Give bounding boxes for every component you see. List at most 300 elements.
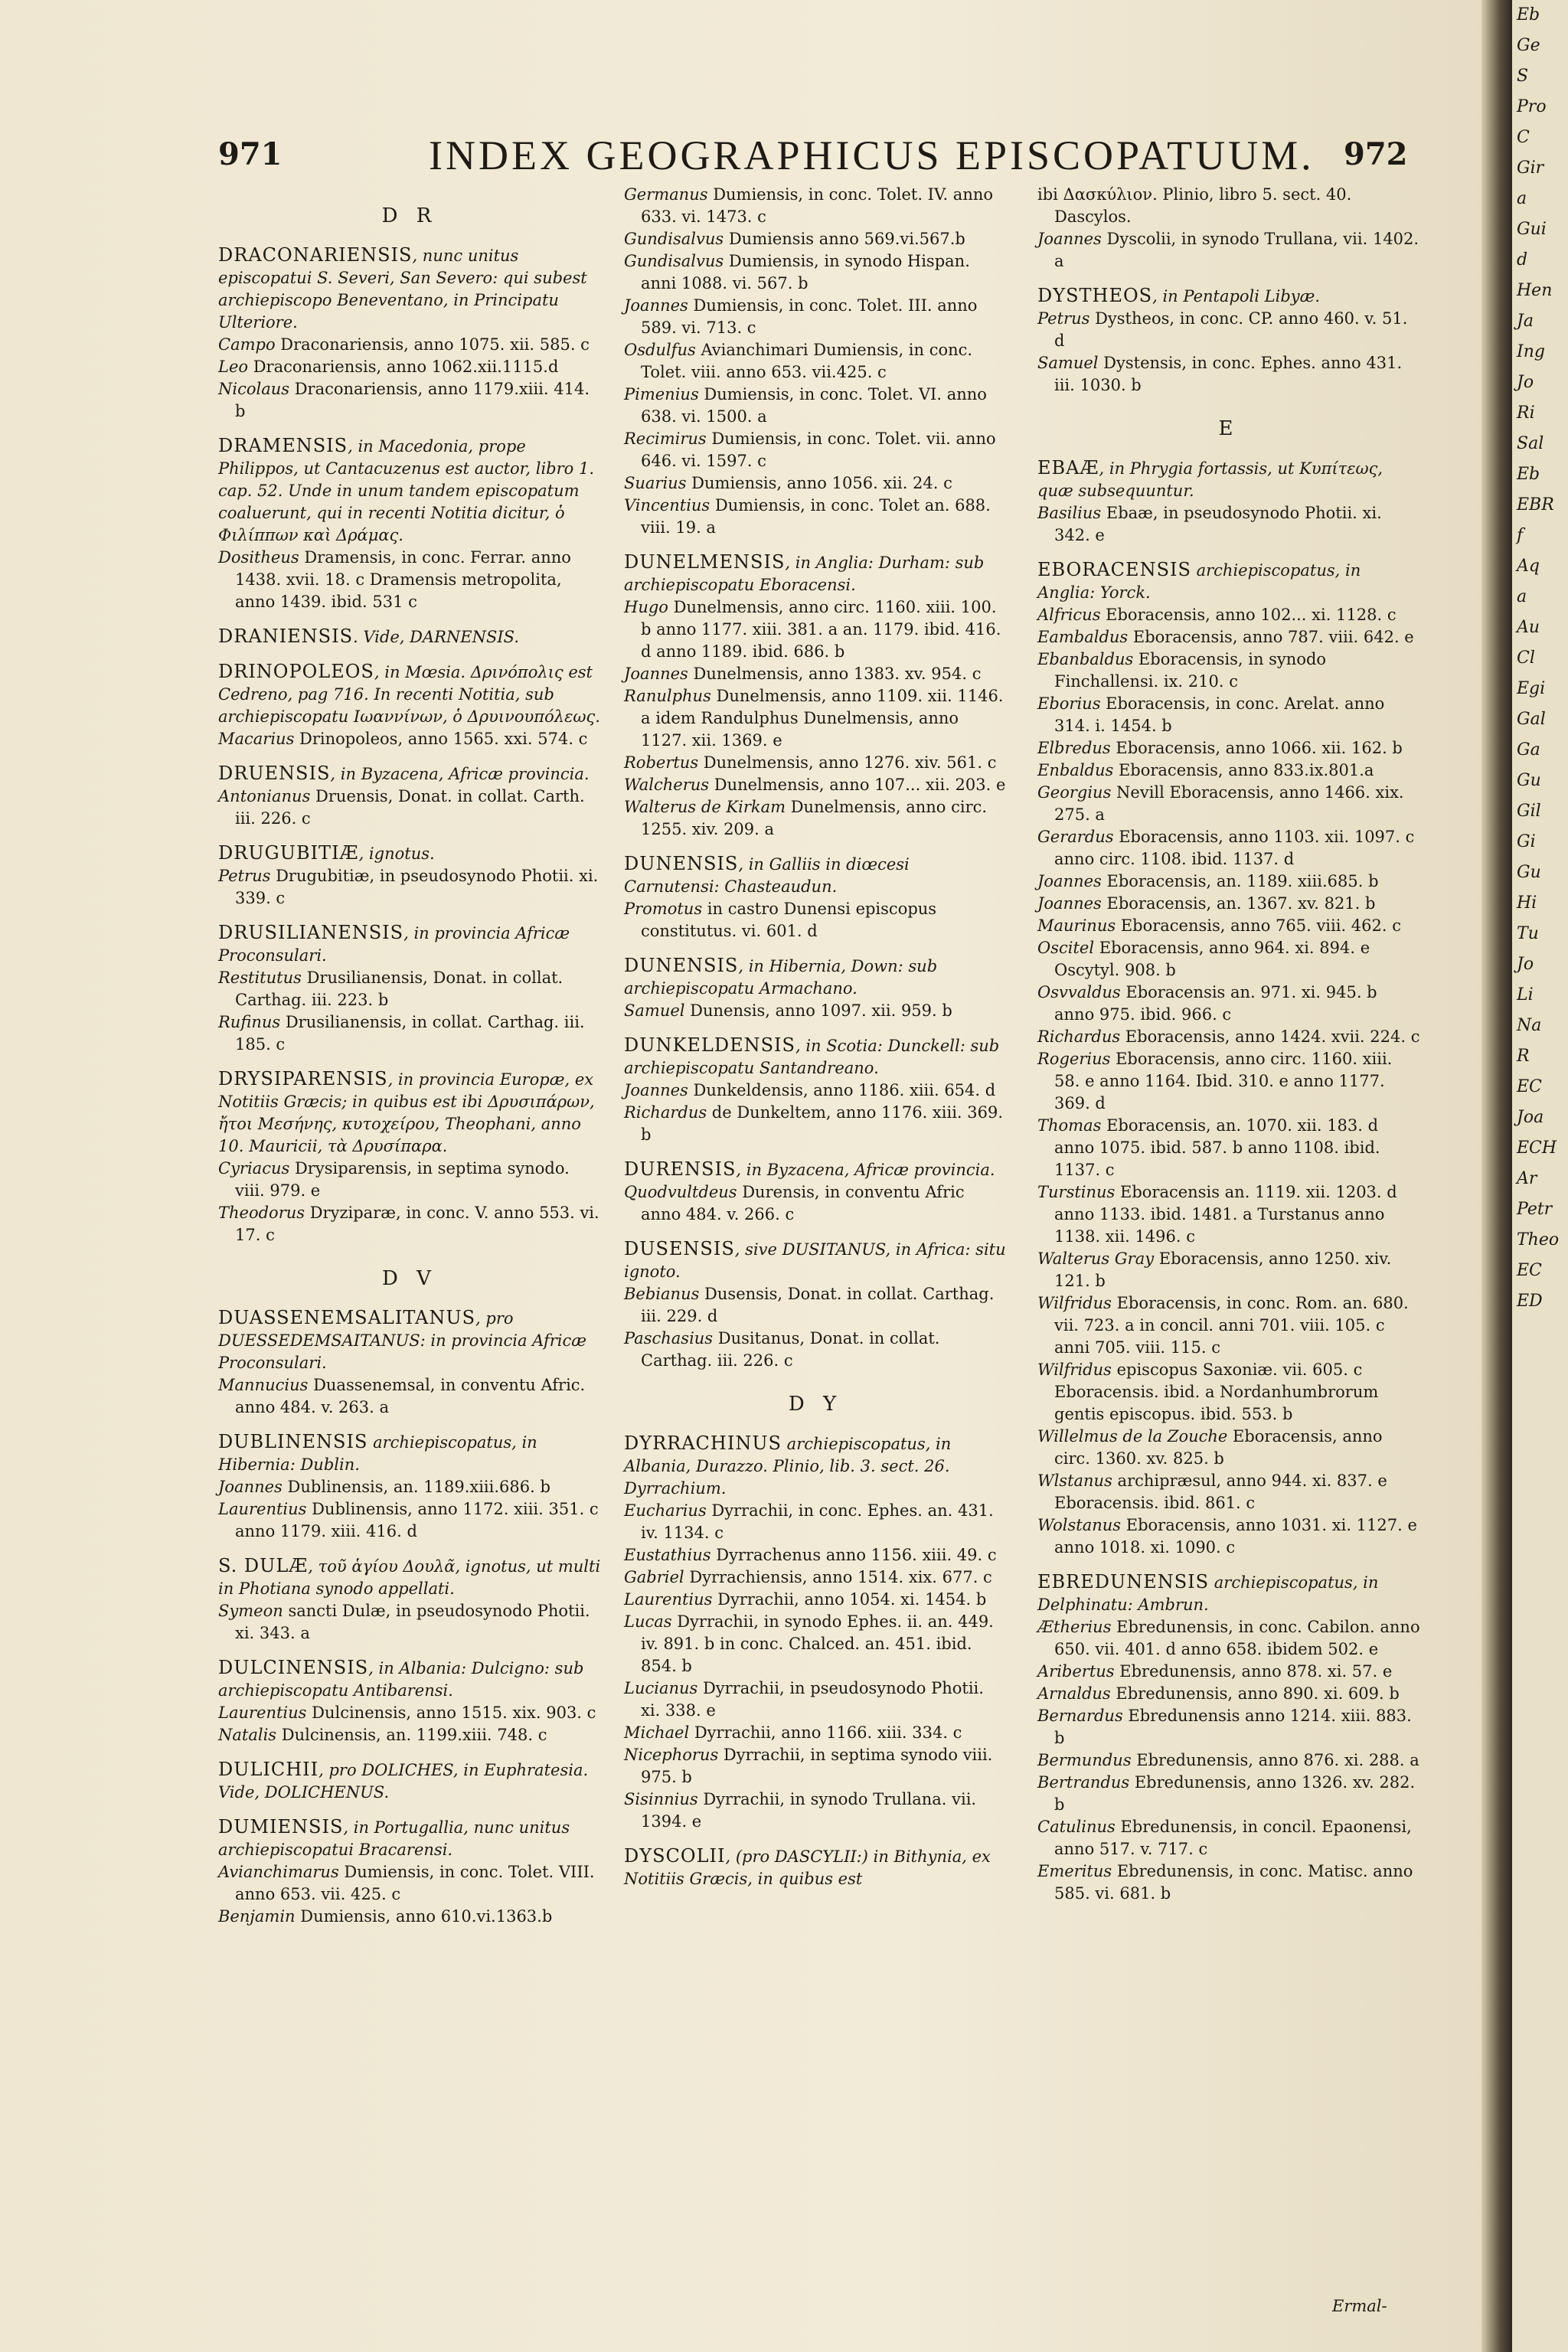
headword: DULICHII: [218, 1759, 319, 1780]
headword-note: , in Portugallia, nunc unitus archiepiscopatui Bracarensi.: [218, 1818, 570, 1859]
bishop-reference: Dyscolii, in synodo Trullana, vii. 1402. a: [1054, 230, 1419, 270]
next-page-fragment: Sal: [1517, 434, 1544, 453]
entry-heading: [1037, 457, 1420, 502]
next-page-fragment: Ge: [1517, 36, 1540, 55]
bishop-line: [218, 1861, 601, 1906]
bishop-line: [218, 378, 601, 423]
bishop-name: Rogerius: [1037, 1050, 1111, 1068]
bishop-line: [624, 1566, 1007, 1589]
next-page-fragment: Joa: [1517, 1108, 1544, 1127]
bishop-name: Wilfridus: [1037, 1361, 1112, 1379]
headword-note: , pro DOLICHES, in Euphratesia. Vide, DOLICHENUS.: [218, 1761, 589, 1802]
bishop-line: [624, 1283, 1007, 1328]
index-column-1: [218, 184, 601, 1940]
headword: DUNENSIS: [624, 955, 739, 976]
page-title: INDEX GEOGRAPHICUS EPISCOPATUUM.: [429, 132, 1315, 178]
bishop-line: [1037, 1181, 1420, 1248]
index-column-3: [1037, 184, 1420, 1917]
headword-note: , sive DUSITANUS, in Africa: situ ignoto.: [624, 1240, 1006, 1281]
entry-heading: [218, 842, 601, 865]
headword-note: , in Byzacena, Africæ provincia.: [330, 765, 590, 783]
headword-note: , nunc unitus episcopatui S. Severi, San Severo: qui subest archiepiscopo Beneventano, in Principatu Ulteriore.: [218, 247, 587, 332]
bishop-reference: Dyrrachiensis, anno 1514. xix. 677. c: [684, 1568, 992, 1586]
headword: DRUENSIS: [218, 763, 331, 784]
headword-note: , in provincia Europæ, ex Notitiis Græcis; in quibus est ibi Δρυσιπάρων, ἤτοι Μεσήνης, κυτοχείρου, Theophani, anno 10. Mauricii, τὰ Δρυσίπαρα.: [218, 1070, 595, 1155]
bishop-name: Leo: [218, 358, 249, 376]
index-entry: [1037, 457, 1420, 547]
page-number-left: 971: [218, 136, 283, 172]
entry-heading: [218, 1307, 601, 1374]
headword-note: , in Hibernia, Down: sub archiepiscopatu Armachano.: [624, 957, 938, 998]
bishop-name: Richardus: [624, 1103, 707, 1122]
next-page-fragment: d: [1517, 250, 1528, 270]
headword-note: , (pro DASCYLII:) in Bithynia, ex Notitiis Græcis, in quibus est: [624, 1847, 991, 1888]
headword: DRANIENSIS: [218, 626, 354, 647]
bishop-reference: Dunelmensis, anno 1109. xii. 1146. a idem Randulphus Dunelmensis, anno 1127. xii. 1369. e: [641, 687, 1004, 750]
entry-heading: [624, 1158, 1007, 1181]
bishop-name: Petrus: [1037, 309, 1090, 328]
bishop-line: [624, 295, 1007, 339]
bishop-name: Symeon: [218, 1602, 283, 1620]
bishop-line: [624, 1328, 1007, 1372]
bishop-line: [624, 1677, 1007, 1722]
bishop-reference: Eboracensis, anno 1066. xii. 162. b: [1110, 739, 1403, 757]
bishop-reference: Druensis, Donat. in collat. Carth. iii. 226. c: [235, 787, 585, 828]
bishop-reference: archipræsul, anno 944. xi. 837. e Eboracensis. ibid. 861. c: [1054, 1472, 1387, 1512]
index-entry: [218, 1759, 601, 1804]
next-page-fragment: S: [1517, 67, 1529, 86]
bishop-name: Walterus de Kirkam: [624, 798, 786, 816]
bishop-line: [218, 1724, 601, 1746]
next-page-fragment: f: [1517, 526, 1524, 545]
index-entry: [218, 842, 601, 910]
section-heading: D Y: [788, 1393, 843, 1416]
bishop-line: [1037, 1860, 1420, 1905]
bishop-reference: Dulcinensis, anno 1515. xix. 903. c: [306, 1704, 596, 1722]
bishop-name: Bertrandus: [1037, 1773, 1130, 1792]
bishop-name: Laurentius: [218, 1704, 307, 1722]
bishop-line: [218, 865, 601, 910]
bishop-reference: Dunkeldensis, anno 1186. xiii. 654. d: [688, 1081, 996, 1099]
bishop-name: Suarius: [624, 474, 687, 492]
bishop-reference: Dumiensis, in synodo Hispan. anni 1088. vi. 567. b: [641, 252, 970, 292]
index-entry: [624, 1238, 1007, 1372]
bishop-name: Theodorus: [218, 1204, 305, 1222]
bishop-name: Gerardus: [1037, 828, 1114, 846]
index-entry: [624, 1432, 1007, 1833]
bishop-name: Eborius: [1037, 694, 1101, 713]
bishop-name: Vincentius: [624, 496, 710, 514]
bishop-line: [1037, 1115, 1420, 1181]
bishop-reference: Drysiparensis, in septima synodo. viii. 979. e: [235, 1159, 570, 1200]
index-entry: [1037, 184, 1420, 273]
headword-note: archiepiscopatus, in Hibernia: Dublin.: [218, 1433, 537, 1474]
bishop-reference: Dystheos, in conc. CP. anno 460. v. 51. d: [1054, 309, 1408, 350]
section-heading: E: [1218, 417, 1240, 440]
entry-heading: [1037, 285, 1420, 308]
index-entry: [218, 1657, 601, 1746]
bishop-line: [218, 1202, 601, 1246]
headword-note: archiepiscopatus, in Albania, Durazzo. Plinio, lib. 3. sect. 26. Dyrrachium.: [624, 1435, 952, 1498]
bishop-reference: Eboracensis, anno 1424. xvii. 224. c: [1120, 1027, 1420, 1046]
index-entry: [218, 922, 601, 1056]
bishop-line: [624, 1788, 1007, 1833]
bishop-line: [218, 728, 601, 750]
headword-note: . Vide, DARNENSIS.: [353, 628, 519, 646]
headword: EBREDUNENSIS: [1037, 1571, 1210, 1592]
entry-heading: [624, 1238, 1007, 1283]
bishop-name: Antonianus: [218, 787, 311, 805]
bishop-reference: Dramensis, in conc. Ferrar. anno 1438. xvii. 18. c Dramensis metropolita, anno 1439. ibid. 531 c: [235, 548, 571, 611]
next-page-fragment: Gal: [1517, 710, 1546, 729]
bishop-name: Natalis: [218, 1726, 277, 1744]
headword: DUSENSIS: [624, 1238, 735, 1259]
bishop-reference: Eboracensis an. 971. xi. 945. b anno 975. ibid. 966. c: [1054, 983, 1377, 1024]
bishop-name: Ætherius: [1037, 1618, 1112, 1636]
bishop-line: [624, 228, 1007, 250]
bishop-line: [624, 1080, 1007, 1102]
bishop-line: [1037, 737, 1420, 760]
bishop-line: [624, 752, 1007, 774]
next-page-fragment: Tu: [1517, 924, 1539, 943]
bishop-reference: Drugubitiæ, in pseudosynodo Photii. xi. 339. c: [235, 867, 599, 907]
bishop-line: [218, 1498, 601, 1543]
page-number-right: 972: [1344, 136, 1408, 172]
next-page-fragment: EC: [1517, 1077, 1542, 1096]
bishop-reference: Eboracensis, anno 833.ix.801.a: [1113, 761, 1374, 779]
bishop-line: [1037, 826, 1420, 871]
next-page-fragment: Petr: [1517, 1200, 1553, 1219]
bishop-name: Gundisalvus: [624, 230, 724, 248]
bishop-name: Wilfridus: [1037, 1294, 1112, 1312]
bishop-reference: Drusilianensis, Donat. in collat. Carthag. iii. 223. b: [235, 969, 564, 1009]
bishop-reference: Dumiensis anno 569.vi.567.b: [724, 230, 965, 248]
index-entry: [624, 184, 1007, 539]
bishop-name: Aribertus: [1037, 1662, 1115, 1681]
bishop-line: [218, 1158, 601, 1202]
index-entry: [624, 1845, 1007, 1890]
bishop-reference: Ebredunensis, anno 876. xi. 288. a: [1131, 1751, 1419, 1769]
entry-heading: [218, 763, 601, 786]
bishop-line: [1037, 693, 1420, 737]
bishop-line: [1037, 1705, 1420, 1749]
index-entry: [624, 1034, 1007, 1146]
next-page-edge: [1512, 0, 1568, 2352]
bishop-reference: Dunelmensis, anno 1383. xv. 954. c: [688, 665, 982, 683]
bishop-name: Lucas: [624, 1612, 672, 1631]
bishop-reference: Eboracensis, in conc. Rom. an. 680. vii. 723. a in concil. anni 701. viii. 105. c anni 705. viii. 115. c: [1054, 1294, 1409, 1357]
bishop-line: [1037, 937, 1420, 982]
bishop-name: Joannes: [1037, 894, 1102, 913]
next-page-fragment: Ar: [1517, 1169, 1537, 1188]
bishop-name: Georgius: [1037, 783, 1112, 802]
bishop-reference: Eboracensis, anno circ. 1160. xiii. 58. e anno 1164. Ibid. 310. e anno 1177. 369. d: [1054, 1050, 1393, 1112]
bishop-reference: Dumiensis, anno 1056. xii. 24. c: [686, 474, 952, 492]
bishop-line: [624, 184, 1007, 228]
bishop-line: [218, 1374, 601, 1419]
bishop-reference: Dumiensis, anno 610.vi.1363.b: [295, 1907, 553, 1926]
index-entry: [1037, 559, 1420, 1559]
bishop-reference: Ebredunensis, in conc. Matisc. anno 585. vi. 681. b: [1054, 1862, 1413, 1903]
bishop-name: Willelmus de la Zouche: [1037, 1427, 1228, 1446]
bishop-line: [624, 1611, 1007, 1677]
headword-note: , τοῦ ἁγίου Δουλᾶ, ignotus, ut multi in Photiana synodo appellati.: [218, 1557, 601, 1598]
bishop-line: [1037, 1292, 1420, 1359]
bishop-line: [624, 1744, 1007, 1788]
bishop-line: [624, 339, 1007, 384]
headword: DUBLINENSIS: [218, 1431, 368, 1452]
next-page-fragment: ECH: [1517, 1138, 1557, 1158]
headword-note: , in Pentapoli Libyæ.: [1152, 287, 1321, 305]
bishop-reference: Ebredunensis anno 1214. xiii. 883. b: [1054, 1707, 1412, 1747]
bishop-reference: Ebredunensis, anno 878. xi. 57. e: [1114, 1662, 1393, 1681]
next-page-fragment: Gui: [1517, 220, 1547, 239]
next-page-fragment: Hen: [1517, 281, 1553, 300]
bishop-line: [218, 786, 601, 830]
bishop-line: [1037, 1616, 1420, 1661]
bishop-name: Nicolaus: [218, 380, 290, 398]
entry-heading: [218, 922, 601, 967]
bishop-line: [1037, 228, 1420, 273]
bishop-name: Rufinus: [218, 1013, 281, 1031]
bishop-line: [1037, 308, 1420, 352]
bishop-name: Hugo: [624, 598, 668, 616]
bishop-name: Benjamin: [218, 1907, 296, 1926]
bishop-reference: Dyrrachii, anno 1054. xi. 1454. b: [712, 1590, 987, 1609]
headword-note: , in Scotia: Dunckell: sub archiepiscopatu Santandreano.: [624, 1037, 1000, 1077]
headword-note: archiepiscopatus, in Anglia: Yorck.: [1037, 561, 1361, 602]
headword: DRUSILIANENSIS: [218, 922, 404, 943]
bishop-line: [1037, 648, 1420, 693]
bishop-line: [624, 1102, 1007, 1146]
bishop-reference: Dulcinensis, an. 1199.xiii. 748. c: [276, 1726, 547, 1744]
bishop-line: [624, 663, 1007, 685]
headword-note: archiepiscopatus, in Delphinatu: Ambrun.: [1037, 1573, 1379, 1614]
bishop-reference: Ebaæ, in pseudosynodo Photii. xi. 342. e: [1054, 504, 1382, 544]
headword-note: , in Anglia: Durham: sub archiepiscopatu Eboracensi.: [624, 554, 985, 594]
entry-heading: [624, 853, 1007, 898]
index-entry: [218, 435, 601, 613]
bishop-line: [624, 685, 1007, 752]
bishop-name: Eustathius: [624, 1546, 711, 1564]
headword-note: , in Byzacena, Africæ provincia.: [736, 1161, 995, 1179]
bishop-name: Robertus: [624, 753, 699, 772]
bishop-name: Walterus Gray: [1037, 1250, 1155, 1268]
bishop-name: Germanus: [624, 185, 708, 204]
bishop-name: Laurentius: [218, 1500, 307, 1518]
bishop-line: [1037, 604, 1420, 626]
bishop-line: [218, 547, 601, 613]
bishop-name: Gabriel: [624, 1568, 684, 1586]
bishop-line: [1037, 893, 1420, 915]
headword: DULCINENSIS: [218, 1657, 369, 1678]
bishop-name: Maurinus: [1037, 916, 1116, 935]
headword: DUNENSIS: [624, 853, 739, 874]
index-entry: [218, 1307, 601, 1419]
bishop-reference: Dunelmensis, anno circ. 1255. xiv. 209. a: [641, 798, 988, 838]
next-page-fragment: a: [1517, 587, 1527, 606]
bishop-name: Promotus: [624, 900, 703, 918]
bishop-name: Joannes: [624, 1081, 688, 1099]
next-page-fragment: Gu: [1517, 771, 1541, 790]
entry-heading: [218, 1431, 601, 1476]
next-page-fragment: R: [1517, 1047, 1530, 1066]
next-page-fragment: Gir: [1517, 158, 1544, 178]
bishop-name: Pimenius: [624, 385, 699, 403]
bishop-name: Emeritus: [1037, 1862, 1112, 1880]
bishop-line: [1037, 1661, 1420, 1683]
bishop-line: [1037, 1048, 1420, 1115]
bishop-reference: Dunelmensis, anno circ. 1160. xiii. 100. b anno 1177. xiii. 381. a an. 1179. ibid. 416. d anno 1189. ibid. 686. b: [641, 598, 1001, 661]
bishop-name: Walcherus: [624, 776, 710, 794]
bishop-line: [1037, 782, 1420, 826]
section-heading: D V: [382, 1267, 437, 1290]
next-page-fragment: Li: [1517, 985, 1534, 1004]
bishop-line: [218, 1906, 601, 1928]
entry-heading: [624, 955, 1007, 1000]
headword: DUMIENSIS: [218, 1816, 344, 1838]
bishop-name: Michael: [624, 1723, 690, 1742]
headword: DUNKELDENSIS: [624, 1034, 795, 1056]
index-entry: [1037, 285, 1420, 397]
bishop-line: [1037, 502, 1420, 547]
bishop-name: Petrus: [218, 867, 271, 885]
headword: DYRRACHINUS: [624, 1432, 782, 1454]
bishop-reference: Eboracensis, anno 1103. xii. 1097. c anno circ. 1108. ibid. 1137. d: [1054, 828, 1415, 868]
next-page-fragment: Eb: [1517, 465, 1540, 484]
headword: DRUGUBITIÆ: [218, 842, 359, 864]
bishop-reference: Drinopoleos, anno 1565. xxi. 574. c: [294, 730, 588, 748]
bishop-name: Bernardus: [1037, 1707, 1123, 1725]
next-page-fragment: Cl: [1517, 648, 1535, 668]
bishop-name: Enbaldus: [1037, 761, 1114, 779]
headword-note: , in Phrygia fortassis, ut Κυπίτεως, quæ subsequuntur.: [1037, 459, 1383, 500]
bishop-reference: Dyrrachii, in septima synodo viii. 975. b: [641, 1746, 993, 1786]
next-page-fragment: Theo: [1517, 1230, 1560, 1250]
index-entry: [218, 1816, 601, 1928]
bishop-name: Avianchimarus: [218, 1863, 339, 1881]
next-page-fragment: Aq: [1517, 557, 1540, 576]
headword-note: , ignotus.: [358, 844, 435, 863]
bishop-reference: Ebredunensis, in conc. Cabilon. anno 650. vii. 401. d anno 658. ibidem 502. e: [1054, 1618, 1420, 1658]
headword: DRACONARIENSIS: [218, 244, 413, 266]
entry-heading: [218, 1068, 601, 1158]
entry-heading: [624, 1034, 1007, 1080]
headword: S. DULÆ: [218, 1555, 309, 1576]
bishop-reference: Dublinensis, anno 1172. xiii. 351. c anno 1179. xiii. 416. d: [235, 1500, 599, 1540]
bishop-reference: Dumiensis, in conc. Tolet. VI. anno 638. vi. 1500. a: [641, 385, 987, 426]
bishop-line: [218, 1476, 601, 1498]
headword: DURENSIS: [624, 1158, 737, 1180]
bishop-line: [1037, 1514, 1420, 1559]
entry-heading: [218, 244, 601, 334]
bishop-name: Oscitel: [1037, 939, 1095, 957]
headword: DRYSIPARENSIS: [218, 1068, 388, 1089]
bishop-line: [1037, 1772, 1420, 1816]
bishop-reference: Eboracensis, anno 102... xi. 1128. c: [1100, 606, 1396, 624]
bishop-reference: Draconariensis, anno 1179.xiii. 414. b: [235, 380, 590, 420]
bishop-line: [218, 1011, 601, 1056]
bishop-line: [218, 334, 601, 356]
next-page-fragment: Gil: [1517, 802, 1541, 821]
bishop-reference: ibi Δασκύλιον. Plinio, libro 5. sect. 40. Dascylos.: [1037, 185, 1352, 226]
index-column-2: [624, 184, 1007, 1903]
bishop-name: Joannes: [624, 665, 688, 683]
headword: DRAMENSIS: [218, 435, 348, 456]
bishop-reference: Avianchimari Dumiensis, in conc. Tolet. viii. anno 653. vii.425. c: [641, 341, 973, 381]
book-gutter: [1481, 0, 1512, 2352]
next-page-fragment: EC: [1517, 1261, 1542, 1280]
bishop-line: [1037, 1248, 1420, 1292]
bishop-reference: Dusitanus, Donat. in collat. Carthag. iii. 226. c: [641, 1329, 940, 1370]
bishop-line: [1037, 1426, 1420, 1470]
headword: EBORACENSIS: [1037, 559, 1191, 580]
bishop-name: Mannucius: [218, 1376, 309, 1394]
bishop-reference: Eboracensis, anno 964. xi. 894. e Oscytyl. 908. b: [1054, 939, 1370, 979]
headword-note: , in Albania: Dulcigno: sub archiepiscopatu Antibarensi.: [218, 1659, 584, 1700]
bishop-name: Turstinus: [1037, 1183, 1116, 1201]
bishop-name: Lucianus: [624, 1679, 698, 1697]
bishop-line: [624, 1544, 1007, 1566]
headword: DYSCOLII: [624, 1845, 726, 1867]
bishop-line: [624, 384, 1007, 428]
next-page-fragment: Ri: [1517, 403, 1535, 423]
bishop-name: Eucharius: [624, 1501, 707, 1520]
entry-heading: [218, 1816, 601, 1861]
bishop-line: [624, 1500, 1007, 1544]
bishop-name: Alfricus: [1037, 606, 1101, 624]
bishop-line: [624, 1181, 1007, 1226]
bishop-reference: Draconariensis, anno 1075. xii. 585. c: [275, 335, 590, 354]
index-entry: [624, 955, 1007, 1022]
bishop-line: [624, 495, 1007, 539]
entry-heading: [624, 1845, 1007, 1890]
next-page-fragment: Au: [1517, 618, 1540, 637]
bishop-reference: Eboracensis, in synodo Finchallensi. ix. 210. c: [1054, 650, 1327, 691]
entry-heading: [218, 435, 601, 547]
bishop-reference: Dunensis, anno 1097. xii. 959. b: [684, 1001, 952, 1020]
bishop-name: Arnaldus: [1037, 1684, 1111, 1703]
headword: DUASSENEMSALITANUS: [218, 1307, 476, 1328]
bishop-reference: Dunelmensis, anno 107... xii. 203. e: [709, 776, 1006, 794]
bishop-reference: Eboracensis, anno 787. viii. 642. e: [1128, 628, 1414, 646]
bishop-name: Sisinnius: [624, 1790, 698, 1808]
next-page-fragment: Jo: [1517, 955, 1534, 974]
bishop-line: [1037, 871, 1420, 893]
next-page-fragment: Gu: [1517, 863, 1541, 882]
bishop-name: Eambaldus: [1037, 628, 1129, 646]
bishop-name: Joannes: [624, 296, 688, 315]
bishop-reference: Dumiensis, in conc. Tolet. vii. anno 646. vi. 1597. c: [641, 430, 996, 470]
bishop-reference: Eboracensis, anno 1250. xiv. 121. b: [1054, 1250, 1392, 1290]
next-page-fragment: EBR: [1517, 495, 1554, 514]
bishop-line: [624, 1589, 1007, 1611]
bishop-reference: in castro Dunensi episcopus constitutus. vi. 601. d: [641, 900, 937, 940]
index-entry: [218, 1068, 601, 1246]
bishop-reference: Draconariensis, anno 1062.xii.1115.d: [248, 358, 559, 376]
bishop-reference: Dyrrachii, in conc. Ephes. an. 431. iv. 1134. c: [641, 1501, 994, 1542]
headword: DRINOPOLEOS: [218, 661, 374, 682]
bishop-reference: Nevill Eboracensis, anno 1466. xix. 275. a: [1054, 783, 1404, 824]
bishop-reference: de Dunkeltem, anno 1176. xiii. 369. b: [641, 1103, 1004, 1144]
bishop-line: [1037, 1359, 1420, 1426]
bishop-reference: Eboracensis, anno 1031. xi. 1127. e anno 1018. xi. 1090. c: [1054, 1516, 1417, 1557]
index-entry: [1037, 1571, 1420, 1905]
bishop-name: Osvvaldus: [1037, 983, 1121, 1001]
entry-heading: [1037, 559, 1420, 604]
bishop-line: [624, 796, 1007, 841]
bishop-reference: Eboracensis, an. 1189. xiii.685. b: [1101, 872, 1379, 890]
